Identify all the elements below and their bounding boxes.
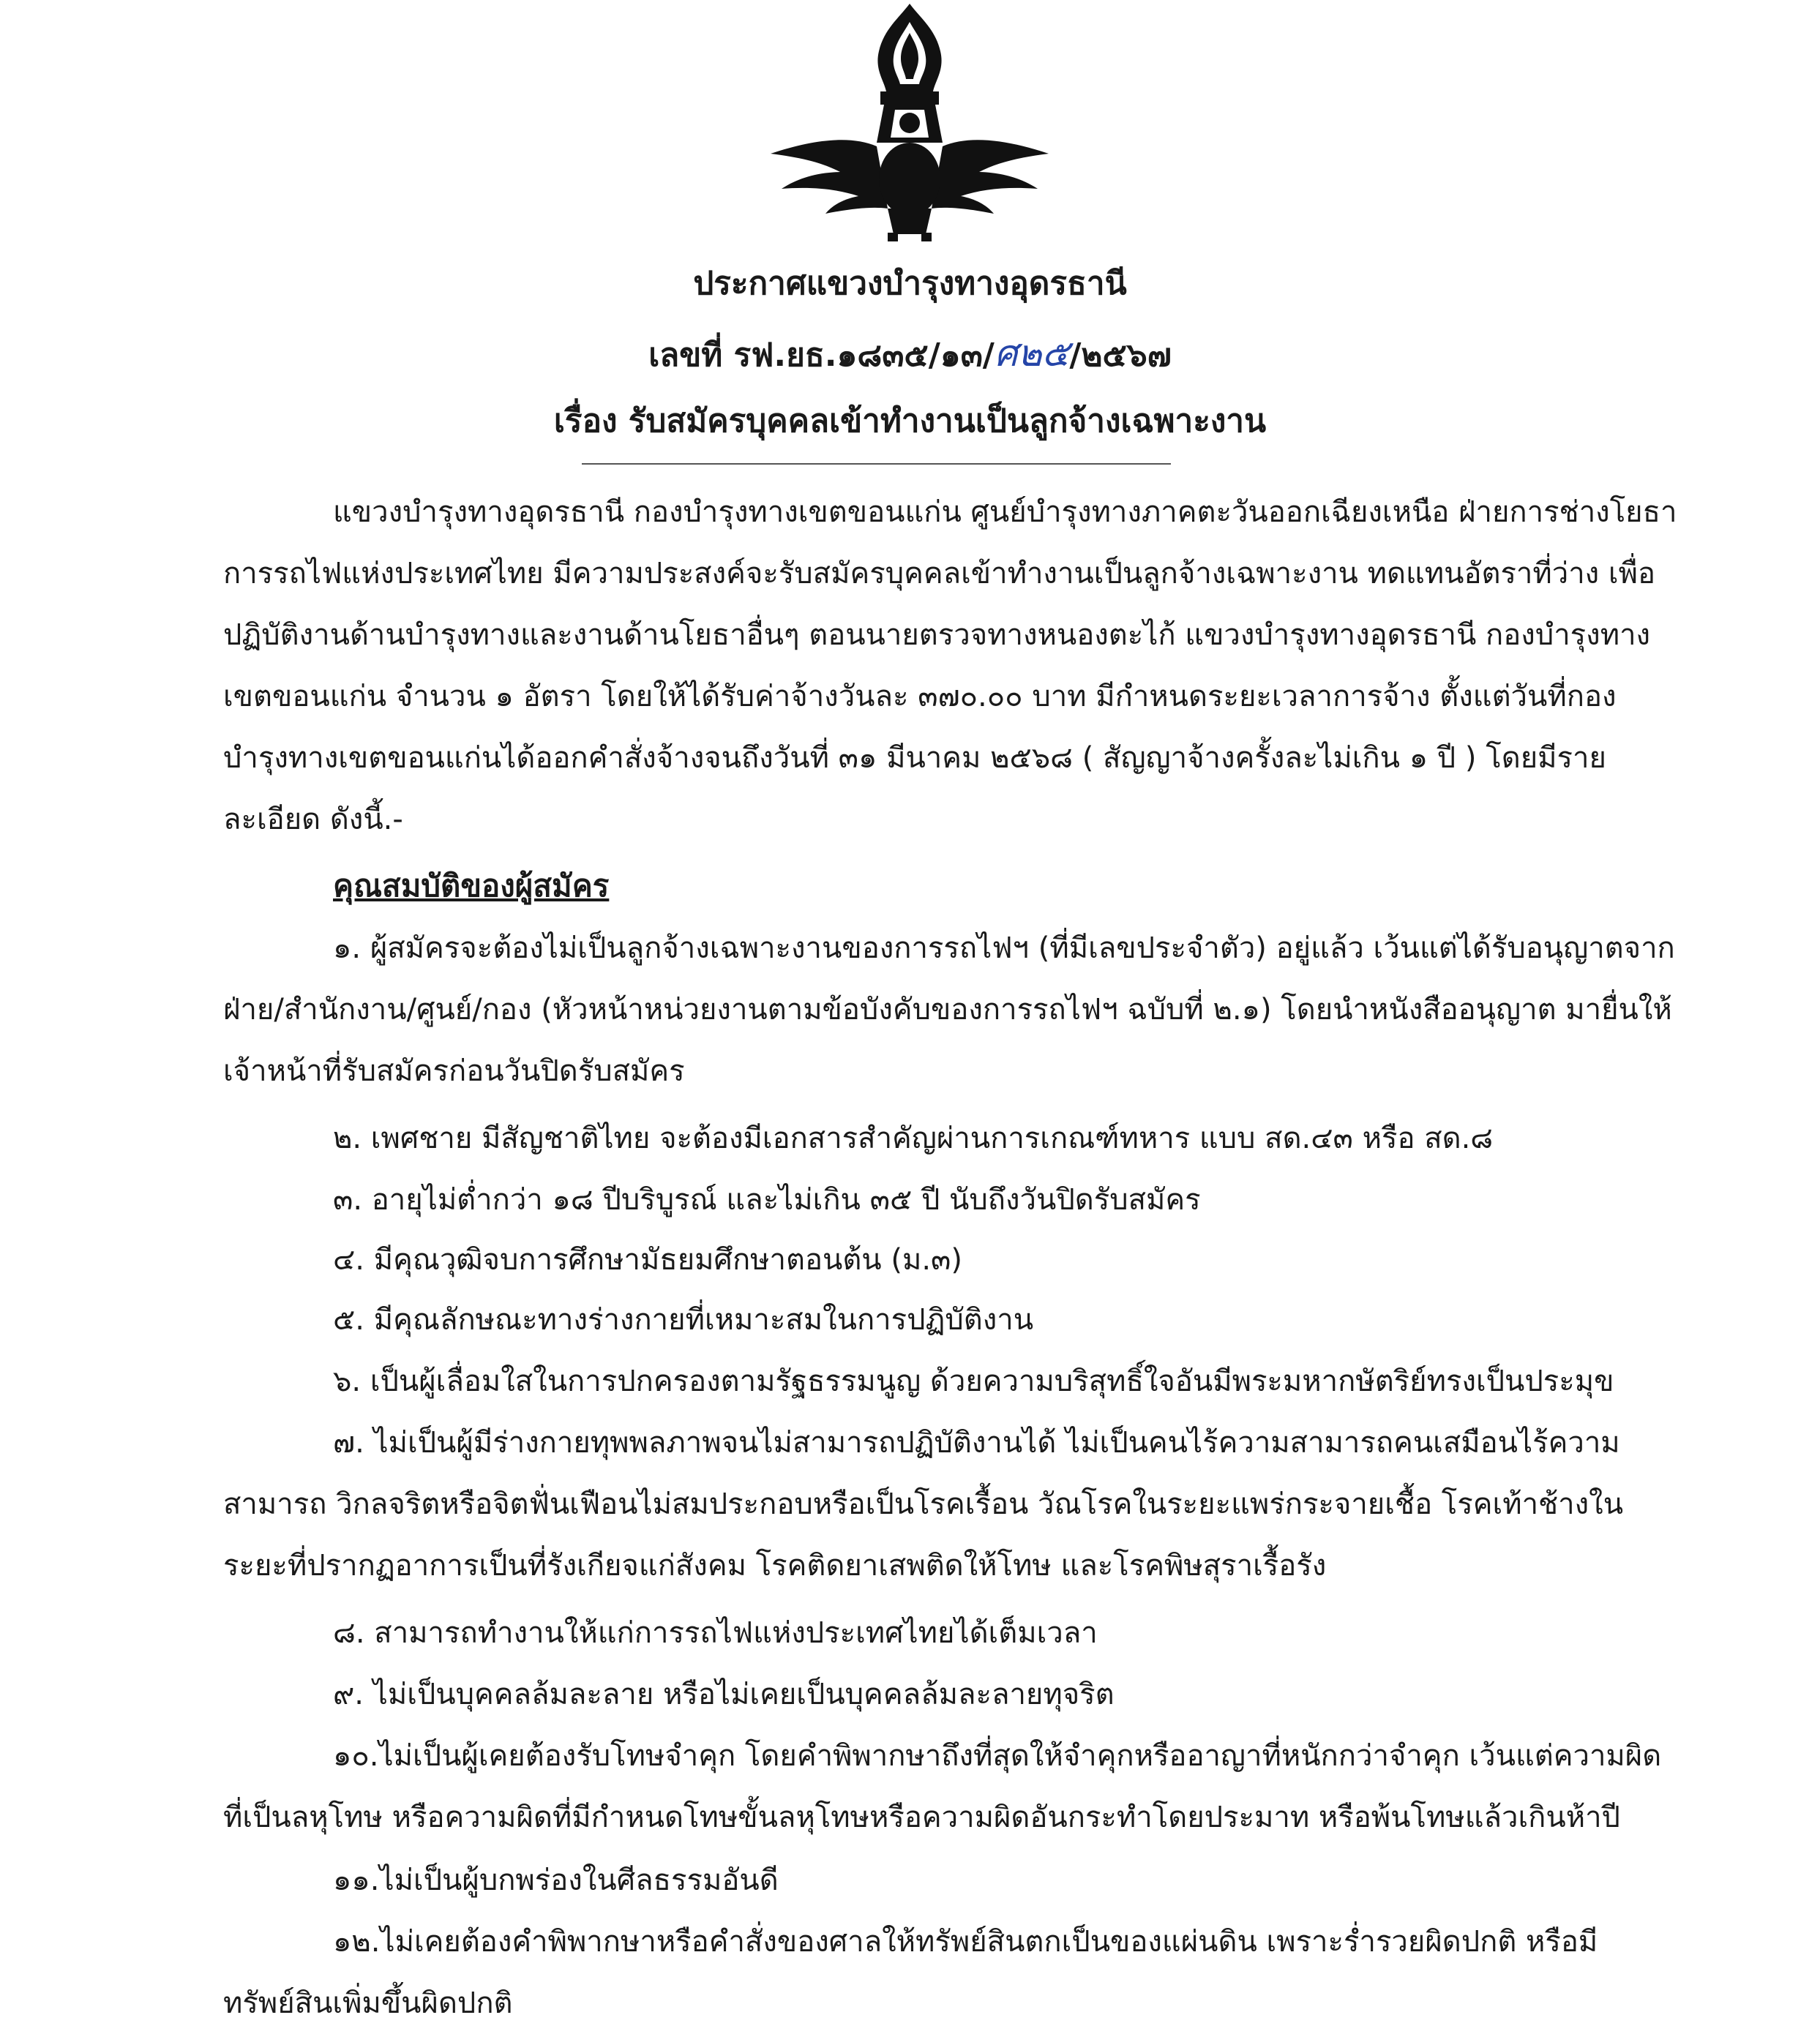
document-number-prefix: เลขที่ รฟ.ยธ.๑๘๓๕/๑๓/ — [648, 337, 995, 374]
announcement-title: ประกาศแขวงบำรุงทางอุดรธานี — [693, 265, 1127, 302]
qualification-item-4: ๔. มีคุณวุฒิจบการศึกษามัธยมศึกษาตอนต้น (ม.๓) — [333, 1243, 962, 1277]
qualification-item-6: ๖. เป็นผู้เลื่อมใสในการปกครองตามรัฐธรรมนูญ ด้วยความบริสุทธิ์ใจอันมีพระมหากษัตริย์ทรงเป็นประมุข — [333, 1365, 1614, 1398]
intro-paragraph: แขวงบำรุงทางอุดรธานี กองบำรุงทางเขตขอนแก่น ศูนย์บำรุงทางภาคตะวันออกเฉียงเหนือ ฝ่ายการช่างโยธา การรถไฟแห่งประเทศไทย มีความประสงค์จะรับสมัครบุคคลเข้าทำงานเป็นลูกจ้างเฉพาะงาน ทดแทนอัตราที่ว่าง เพื่อปฏิบัติงานด้านบำรุงทางและงานด้านโยธาอื่นๆ ตอนนายตรวจทางหนองตะไก้ แขวงบำรุงทางอุดรธานี กองบำรุงทางเขตขอนแก่น จำนวน ๑ อัตรา โดยให้ได้รับค่าจ้างวันละ ๓๗๐.๐๐ บาท มีกำหนดระยะเวลาการจ้าง ตั้งแต่วันที่กองบำรุงทางเขตขอนแก่นได้ออกคำสั่งจ้างจนถึงวันที่ ๓๑ มีนาคม ๒๕๖๘ ( สัญญาจ้างครั้งละไม่เกิน ๑ ปี ) โดยมีรายละเอียด ดังนี้.- — [223, 495, 1677, 836]
qualifications-heading: คุณสมบัติของผู้สมัคร — [333, 868, 610, 904]
qualification-item-2: ๒. เพศชาย มีสัญชาติไทย จะต้องมีเอกสารสำคัญผ่านการเกณฑ์ทหาร แบบ สด.๔๓ หรือ สด.๘ — [333, 1122, 1494, 1155]
qualification-item-11: ๑๑.ไม่เป็นผู้บกพร่องในศีลธรรมอันดี — [333, 1864, 779, 1897]
qualification-item-10: ๑๐.ไม่เป็นผู้เคยต้องรับโทษจำคุก โดยคำพิพากษาถึงที่สุดให้จำคุกหรืออาญาที่หนักกว่าจำคุก เว้นแต่ความผิดที่เป็นลหุโทษ หรือความผิดที่มีกำหนดโทษขั้นลหุโทษหรือความผิดอันกระทำโดยประมาท หรือพ้นโทษแล้วเกินห้าปี — [223, 1739, 1662, 1834]
document-number-suffix: /๒๕๖๗ — [1069, 337, 1172, 374]
title-divider — [582, 463, 1171, 465]
qualification-item-9: ๙. ไม่เป็นบุคคลล้มละลาย หรือไม่เคยเป็นบุคคลล้มละลายทุจริต — [333, 1678, 1115, 1711]
qualification-item-1: ๑. ผู้สมัครจะต้องไม่เป็นลูกจ้างเฉพาะงานของการรถไฟฯ (ที่มีเลขประจำตัว) อยู่แล้ว เว้นแต่ได้รับอนุญาตจาก ฝ่าย/สำนักงาน/ศูนย์/กอง (หัวหน้าหน่วยงานตามข้อบังคับของการรถไฟฯ ฉบับที่ ๒.๑) โดยนำหนังสืออนุญาต มายื่นให้เจ้าหน้าที่รับสมัครก่อนวันปิดรับสมัคร — [223, 931, 1675, 1088]
document-subject: เรื่อง รับสมัครบุคคลเข้าทำงานเป็นลูกจ้างเฉพาะงาน — [553, 402, 1267, 440]
qualification-item-8: ๘. สามารถทำงานให้แก่การรถไฟแห่งประเทศไทยได้เต็มเวลา — [333, 1616, 1098, 1650]
qualification-item-7: ๗. ไม่เป็นผู้มีร่างกายทุพพลภาพจนไม่สามารถปฏิบัติงานได้ ไม่เป็นคนไร้ความสามารถคนเสมือนไร้ความสามารถ วิกลจริตหรือจิตฟั่นเฟือนไม่สมประกอบหรือเป็นโรคเรื้อน วัณโรคในระยะแพร่กระจายเชื้อ โรคเท้าช้างในระยะที่ปรากฏอาการเป็นที่รังเกียจแก่สังคม โรคติดยาเสพติดให้โทษ และโรคพิษสุราเรื้อรัง — [223, 1426, 1624, 1583]
qualification-item-3: ๓. อายุไม่ต่ำกว่า ๑๘ ปีบริบูรณ์ และไม่เกิน ๓๕ ปี นับถึงวันปิดรับสมัคร — [333, 1183, 1201, 1217]
document-number — [0, 325, 1820, 383]
qualification-item-5: ๕. มีคุณลักษณะทางร่างกายที่เหมาะสมในการปฏิบัติงาน — [333, 1303, 1034, 1337]
railway-emblem-icon — [771, 0, 1049, 241]
document-number-handwritten: ศ๒๕ — [994, 332, 1070, 375]
qualification-item-12: ๑๒.ไม่เคยต้องคำพิพากษาหรือคำสั่งของศาลให้ทรัพย์สินตกเป็นของแผ่นดิน เพราะร่ำรวยผิดปกติ หรือมีทรัพย์สินเพิ่มขึ้นผิดปกติ — [223, 1925, 1598, 2020]
